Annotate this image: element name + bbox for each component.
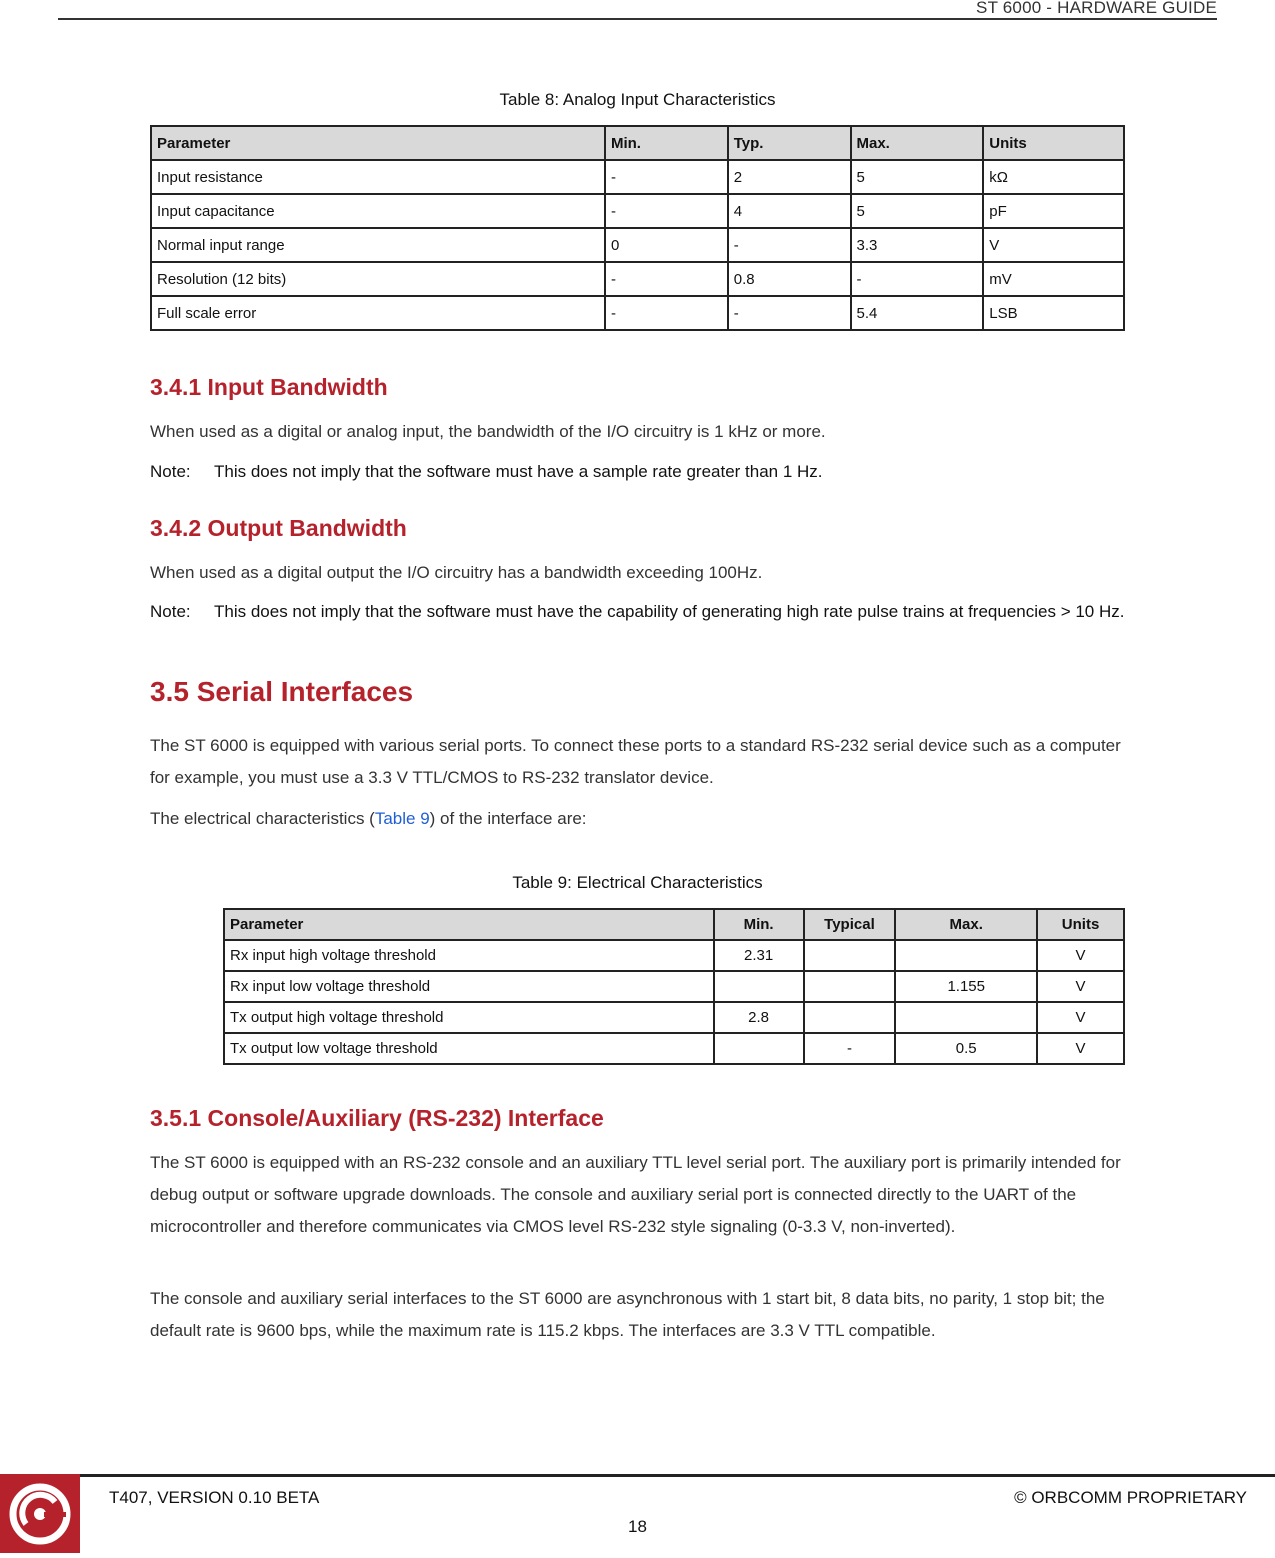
- table8-caption: Table 8: Analog Input Characteristics: [499, 90, 776, 109]
- table-row: [151, 194, 1124, 228]
- table-cell: Full scale error: [151, 296, 605, 330]
- table-cell: 2.8: [714, 1002, 804, 1033]
- table-cell: -: [605, 194, 728, 228]
- table-cell: 5: [851, 194, 984, 228]
- table-cell: Rx input high voltage threshold: [224, 940, 714, 971]
- table-cell: kΩ: [983, 160, 1124, 194]
- table-cell: mV: [983, 262, 1124, 296]
- table-row: [151, 160, 1124, 194]
- note: [150, 459, 1130, 484]
- paragraph: When used as a digital output the I/O circuitry has a bandwidth exceeding 100Hz.: [150, 563, 763, 582]
- section-heading-output-bandwidth: 3.4.2 Output Bandwidth: [150, 515, 407, 541]
- table-cell: -: [605, 160, 728, 194]
- paragraph: The console and auxiliary serial interfaces to the ST 6000 are asynchronous with 1 start bit, 8 data bits, no parity, 1 stop bit; the default rate is 9600 bps, while the maximum rate is 115.2 kbps. The interfaces are 3.3 V TTL compatible.: [150, 1289, 1105, 1340]
- table-cell: 3.3: [851, 228, 984, 262]
- table-row: [151, 296, 1124, 330]
- table-cell: V: [1037, 1033, 1124, 1064]
- table-cell: [804, 971, 896, 1002]
- table-cell: [714, 1033, 804, 1064]
- table-header-cell: Units: [1037, 909, 1124, 940]
- note-label: Note:: [150, 602, 191, 621]
- table-cell: -: [851, 262, 984, 296]
- table-cell: 4: [728, 194, 851, 228]
- table9-link[interactable]: Table 9: [374, 809, 430, 828]
- table-cell: [804, 940, 896, 971]
- table-header-row: [224, 909, 1124, 940]
- table-cell: -: [804, 1033, 896, 1064]
- table-cell: 5: [851, 160, 984, 194]
- footer-document-version: T407, VERSION 0.10 BETA: [109, 1488, 320, 1507]
- table-cell: Input capacitance: [151, 194, 605, 228]
- electrical-characteristics-table: [223, 908, 1125, 1065]
- table-row: [224, 971, 1124, 1002]
- table-cell: V: [1037, 940, 1124, 971]
- table-cell: 0.8: [728, 262, 851, 296]
- table-header-cell: Units: [983, 126, 1124, 160]
- section-heading-serial-interfaces: 3.5 Serial Interfaces: [150, 676, 414, 707]
- page-header-title: ST 6000 - HARDWARE GUIDE: [976, 0, 1217, 17]
- text-span: ) of the interface are:: [429, 809, 587, 828]
- table-cell: 0: [605, 228, 728, 262]
- table-cell: V: [1037, 1002, 1124, 1033]
- paragraph: The ST 6000 is equipped with various serial ports. To connect these ports to a standard RS-232 serial device such as a computer for example, you must use a 3.3 V TTL/CMOS to RS-232 translator device.: [150, 736, 1121, 787]
- table-header-row: [151, 126, 1124, 160]
- note-label: Note:: [150, 462, 191, 481]
- table-cell: Tx output low voltage threshold: [224, 1033, 714, 1064]
- table-cell: [714, 971, 804, 1002]
- note: [150, 599, 1130, 624]
- footer-rule: [80, 1474, 1275, 1477]
- table-header-cell: Typical: [804, 909, 896, 940]
- table-cell: Normal input range: [151, 228, 605, 262]
- footer-proprietary: © ORBCOMM PROPRIETARY: [1014, 1488, 1247, 1507]
- table-cell: 2: [728, 160, 851, 194]
- paragraph: The ST 6000 is equipped with an RS-232 console and an auxiliary TTL level serial port. The auxiliary port is primarily intended for debug output or software upgrade downloads. The console and auxiliary serial port is connected directly to the UART of the microcontroller and therefore communicates via CMOS level RS-232 style signaling (0-3.3 V, non-inverted).: [150, 1153, 1121, 1236]
- page-number: 18: [628, 1517, 647, 1536]
- paragraph: [150, 803, 1130, 835]
- table-cell: Resolution (12 bits): [151, 262, 605, 296]
- analog-input-table: [150, 125, 1125, 331]
- table-cell: V: [1037, 971, 1124, 1002]
- table-cell: Rx input low voltage threshold: [224, 971, 714, 1002]
- section-heading-input-bandwidth: 3.4.1 Input Bandwidth: [150, 374, 388, 400]
- table-header-cell: Max.: [895, 909, 1037, 940]
- table-cell: -: [605, 296, 728, 330]
- table-cell: pF: [983, 194, 1124, 228]
- table-cell: [895, 1002, 1037, 1033]
- table-header-cell: Min.: [714, 909, 804, 940]
- table-cell: -: [605, 262, 728, 296]
- table-cell: 0.5: [895, 1033, 1037, 1064]
- table-cell: -: [728, 296, 851, 330]
- orbcomm-logo: [0, 1474, 80, 1553]
- table-cell: V: [983, 228, 1124, 262]
- table-cell: LSB: [983, 296, 1124, 330]
- table-header-cell: Parameter: [151, 126, 605, 160]
- table-cell: [895, 940, 1037, 971]
- header-rule: [58, 18, 1217, 20]
- table-row: [224, 1033, 1124, 1064]
- table-cell: Input resistance: [151, 160, 605, 194]
- table-header-cell: Min.: [605, 126, 728, 160]
- orbcomm-logo-icon: [0, 1474, 80, 1553]
- table-cell: [804, 1002, 896, 1033]
- table-cell: 5.4: [851, 296, 984, 330]
- table-header-cell: Typ.: [728, 126, 851, 160]
- table-cell: 2.31: [714, 940, 804, 971]
- section-heading-console-auxiliary: 3.5.1 Console/Auxiliary (RS-232) Interface: [150, 1105, 604, 1131]
- note-text: This does not imply that the software must have the capability of generating high rate pulse trains at frequencies > 10 Hz.: [214, 602, 1125, 621]
- table-row: [151, 262, 1124, 296]
- table-header-cell: Parameter: [224, 909, 714, 940]
- table-row: [151, 228, 1124, 262]
- table-cell: 1.155: [895, 971, 1037, 1002]
- page-footer: [0, 1474, 1275, 1553]
- paragraph: When used as a digital or analog input, the bandwidth of the I/O circuitry is 1 kHz or more.: [150, 422, 826, 441]
- table-header-cell: Max.: [851, 126, 984, 160]
- table-row: [224, 1002, 1124, 1033]
- table-cell: Tx output high voltage threshold: [224, 1002, 714, 1033]
- table9-caption: Table 9: Electrical Characteristics: [512, 873, 763, 892]
- table-row: [224, 940, 1124, 971]
- note-text: This does not imply that the software must have a sample rate greater than 1 Hz.: [214, 462, 823, 481]
- text-span: The electrical characteristics (: [150, 809, 375, 828]
- table-cell: -: [728, 228, 851, 262]
